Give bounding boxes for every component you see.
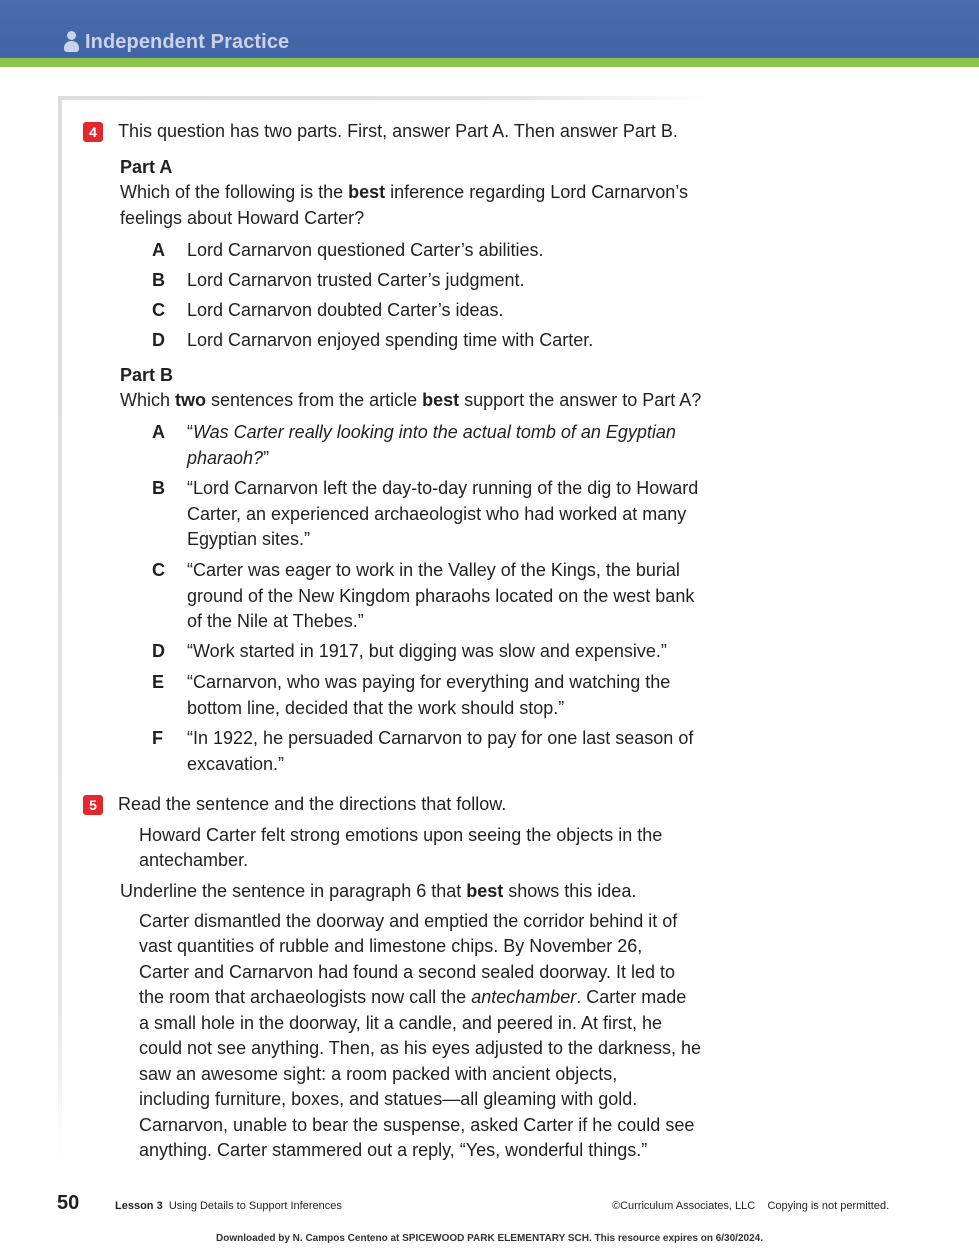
option-text: Lord Carnarvon enjoyed spending time with Carter. [187, 330, 594, 350]
passage-line[interactable]: Carter and Carnarvon had found a second sealed doorway. It led to [139, 962, 676, 982]
lesson-info [115, 1200, 342, 1212]
option-text: Lord Carnarvon trusted Carter’s judgment. [187, 270, 525, 290]
page-number: 50 [57, 1192, 80, 1214]
option-text: Lord Carnarvon questioned Carter’s abilities. [187, 240, 544, 260]
person-icon [64, 31, 79, 53]
banner-stripe [0, 58, 979, 67]
download-notice: Downloaded by N. Campos Centeno at SPICEWOOD PARK ELEMENTARY SCH. This resource expires on 6/30/2024. [216, 1233, 763, 1244]
passage-line[interactable]: Carnarvon, unable to bear the suspense, asked Carter if he could see [139, 1115, 695, 1135]
question-5-directions: Underline the sentence in paragraph 6 that best shows this idea. [120, 881, 637, 901]
passage-line[interactable]: could not see anything. Then, as his eyes adjusted to the darkness, he [139, 1038, 702, 1058]
question-5-badge: 5 [83, 795, 103, 815]
content-frame-left-border [58, 96, 62, 1160]
lesson-title: Using Details to Support Inferences [168, 1200, 342, 1212]
option-letter: C [152, 560, 165, 580]
option-letter: D [152, 330, 165, 350]
option-letter: B [152, 478, 165, 498]
passage-line[interactable]: including furniture, boxes, and statues—all gleaming with gold. [139, 1089, 638, 1109]
passage-line[interactable]: anything. Carter stammered out a reply, “Yes, wonderful things.” [139, 1140, 648, 1160]
option-text: Lord Carnarvon doubted Carter’s ideas. [187, 300, 504, 320]
passage-line[interactable]: a small hole in the doorway, lit a candle, and peered in. At first, he [139, 1013, 662, 1033]
part-b-label: Part B [120, 365, 174, 385]
passage-line[interactable]: vast quantities of rubble and limestone chips. By November 26, [139, 936, 643, 956]
part-a-stem-line1: Which of the following is the best inference regarding Lord Carnarvon’s [120, 182, 688, 202]
option-letter: C [152, 300, 165, 320]
part-a-label: Part A [120, 157, 173, 177]
content-frame-top-border [58, 96, 708, 100]
option-letter: D [152, 641, 165, 661]
part-a-stem-line2: feelings about Howard Carter? [120, 208, 365, 228]
section-title-text: Independent Practice [85, 30, 290, 53]
option-letter: A [152, 240, 165, 260]
statement-line-2: antechamber. [139, 850, 249, 870]
passage-line[interactable]: saw an awesome sight: a room packed with ancient objects, [139, 1064, 618, 1084]
option-letter: B [152, 270, 165, 290]
option-letter: A [152, 422, 165, 442]
option-letter: F [152, 728, 163, 748]
part-b-stem: Which two sentences from the article best support the answer to Part A? [120, 390, 702, 410]
option-text: “Lord Carnarvon left the day-to-day running of the dig to Howard Carter, an experienced archaeologist who had worked at many Egyptian sites.” [187, 478, 699, 549]
option-text: “In 1922, he persuaded Carnarvon to pay for one last season of excavation.” [187, 728, 694, 774]
section-title [64, 29, 289, 55]
passage-line[interactable]: the room that archaeologists now call the antechamber. Carter made [139, 987, 687, 1007]
copyright-notice: ©Curriculum Associates, LLC Copying is not permitted. [612, 1200, 890, 1212]
passage-line[interactable]: Carter dismantled the doorway and emptied the corridor behind it of [139, 911, 678, 931]
question-5-prompt: Read the sentence and the directions that follow. [118, 794, 507, 814]
question-4-badge: 4 [83, 122, 103, 142]
option-text: “Work started in 1917, but digging was slow and expensive.” [187, 641, 667, 661]
option-text: “Was Carter really looking into the actual tomb of an Egyptian pharaoh?” [187, 422, 676, 468]
option-text: “Carter was eager to work in the Valley of the Kings, the burial ground of the New Kingdom pharaohs located on the west bank of the Nile at Thebes.” [187, 560, 695, 631]
lesson-label: Lesson 3 [115, 1200, 163, 1212]
option-text: “Carnarvon, who was paying for everything and watching the bottom line, decided that the work should stop.” [187, 672, 671, 718]
statement-line-1: Howard Carter felt strong emotions upon seeing the objects in the [139, 825, 663, 845]
option-letter: E [152, 672, 165, 692]
question-4-prompt: This question has two parts. First, answer Part A. Then answer Part B. [118, 121, 678, 141]
